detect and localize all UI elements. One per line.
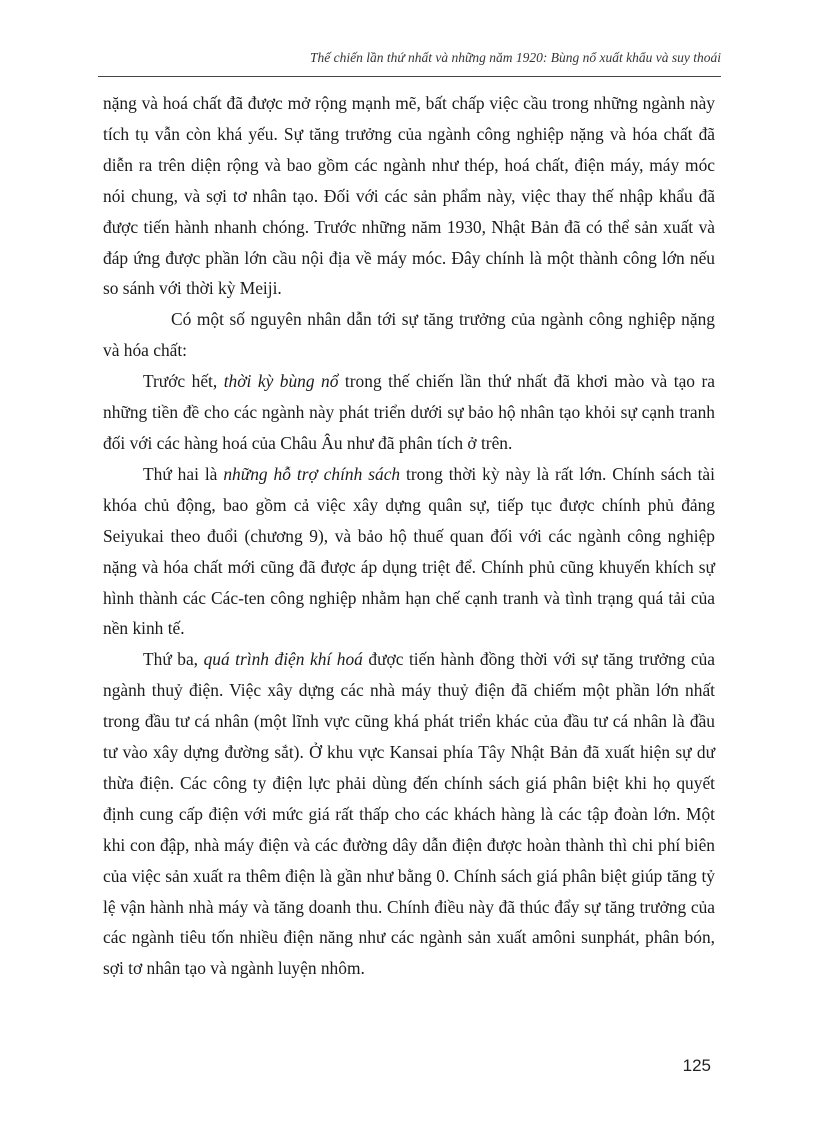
paragraph-4-emphasis: những hỗ trợ chính sách <box>223 463 401 484</box>
paragraph-5-emphasis: quá trình điện khí hoá <box>203 649 363 670</box>
header-rule <box>98 76 721 77</box>
paragraph-4 <box>103 459 715 644</box>
paragraph-4-rest: trong thời kỳ này là rất lớn. Chính sách tài khóa chủ động, bao gồm cả việc xây dựng quân sự, tiếp tục được chính phủ đảng Seiyukai theo đuổi (chương 9), và bảo hộ thuế quan đối với các ngành công nghiệp nặng và hóa chất mới cũng đã được áp dụng triệt để. Chính phủ cũng khuyến khích sự hình thành các Các-ten công nghiệp nhằm hạn chế cạnh tranh và tình trạng quá tải của nền kinh tế. <box>103 463 715 639</box>
paragraph-5-rest: được tiến hành đồng thời với sự tăng trưởng của ngành thuỷ điện. Việc xây dựng các nhà máy thuỷ điện đã chiếm một phần lớn nhất trong đầu tư cá nhân (một lĩnh vực cũng khá phát triển khác của đầu tư cá nhân là đầu tư vào xây dựng đường sắt). Ở khu vực Kansai phía Tây Nhật Bản đã xuất hiện sự dư thừa điện. Các công ty điện lực phải dùng đến chính sách giá phân biệt khi họ quyết định cung cấp điện với mức giá rất thấp cho các khách hàng là các tập đoàn lớn. Một khi con đập, nhà máy điện và các đường dây dẫn điện được hoàn thành thì chi phí biên của việc sản xuất ra thêm điện là gần như bằng 0. Chính sách giá phân biệt giúp tăng tỷ lệ vận hành nhà máy và tăng doanh thu. Chính điều này đã thúc đẩy sự tăng trưởng của các ngành tiêu tốn nhiều điện năng như các ngành sản xuất amôni sunphát, phân bón, sợi tơ nhân tạo và ngành luyện nhôm. <box>103 649 716 979</box>
paragraph-1: nặng và hoá chất đã được mở rộng mạnh mẽ, bất chấp việc cầu trong những ngành này tích tụ vẫn còn khá yếu. Sự tăng trưởng của ngành công nghiệp nặng và hóa chất đã diễn ra trên diện rộng và bao gồm các ngành như thép, hoá chất, điện máy, máy móc nói chung, và sợi tơ nhân tạo. Đối với các sản phẩm này, việc thay thế nhập khẩu đã được tiến hành nhanh chóng. Trước những năm 1930, Nhật Bản đã có thể sản xuất và đáp ứng được phần lớn cầu nội địa về máy móc. Đây chính là một thành công lớn nếu so sánh với thời kỳ Meiji. <box>103 93 715 299</box>
paragraph-2: Có một số nguyên nhân dẫn tới sự tăng trưởng của ngành công nghiệp nặng và hóa chất: <box>103 309 715 361</box>
paragraph-3-emphasis: thời kỳ bùng nổ <box>223 371 339 392</box>
running-header: Thế chiến lần thứ nhất và những năm 1920: Bùng nổ xuất khẩu và suy thoái <box>309 50 721 65</box>
paragraph-3-lead: Trước hết, <box>143 371 224 392</box>
paragraph-5-lead: Thứ ba, <box>143 649 204 670</box>
paragraph-3 <box>103 366 715 459</box>
page-number: 125 <box>682 1056 711 1075</box>
body-text <box>103 88 715 984</box>
paragraph-5 <box>103 644 715 984</box>
paragraph-3-rest: trong thế chiến lần thứ nhất đã khơi mào và tạo ra những tiền đề cho các ngành này phát triển dưới sự bảo hộ nhân tạo khỏi sự cạnh tranh đối với các hàng hoá của Châu Âu như đã phân tích ở trên. <box>103 371 715 453</box>
paragraph-4-lead: Thứ hai là <box>143 463 224 484</box>
